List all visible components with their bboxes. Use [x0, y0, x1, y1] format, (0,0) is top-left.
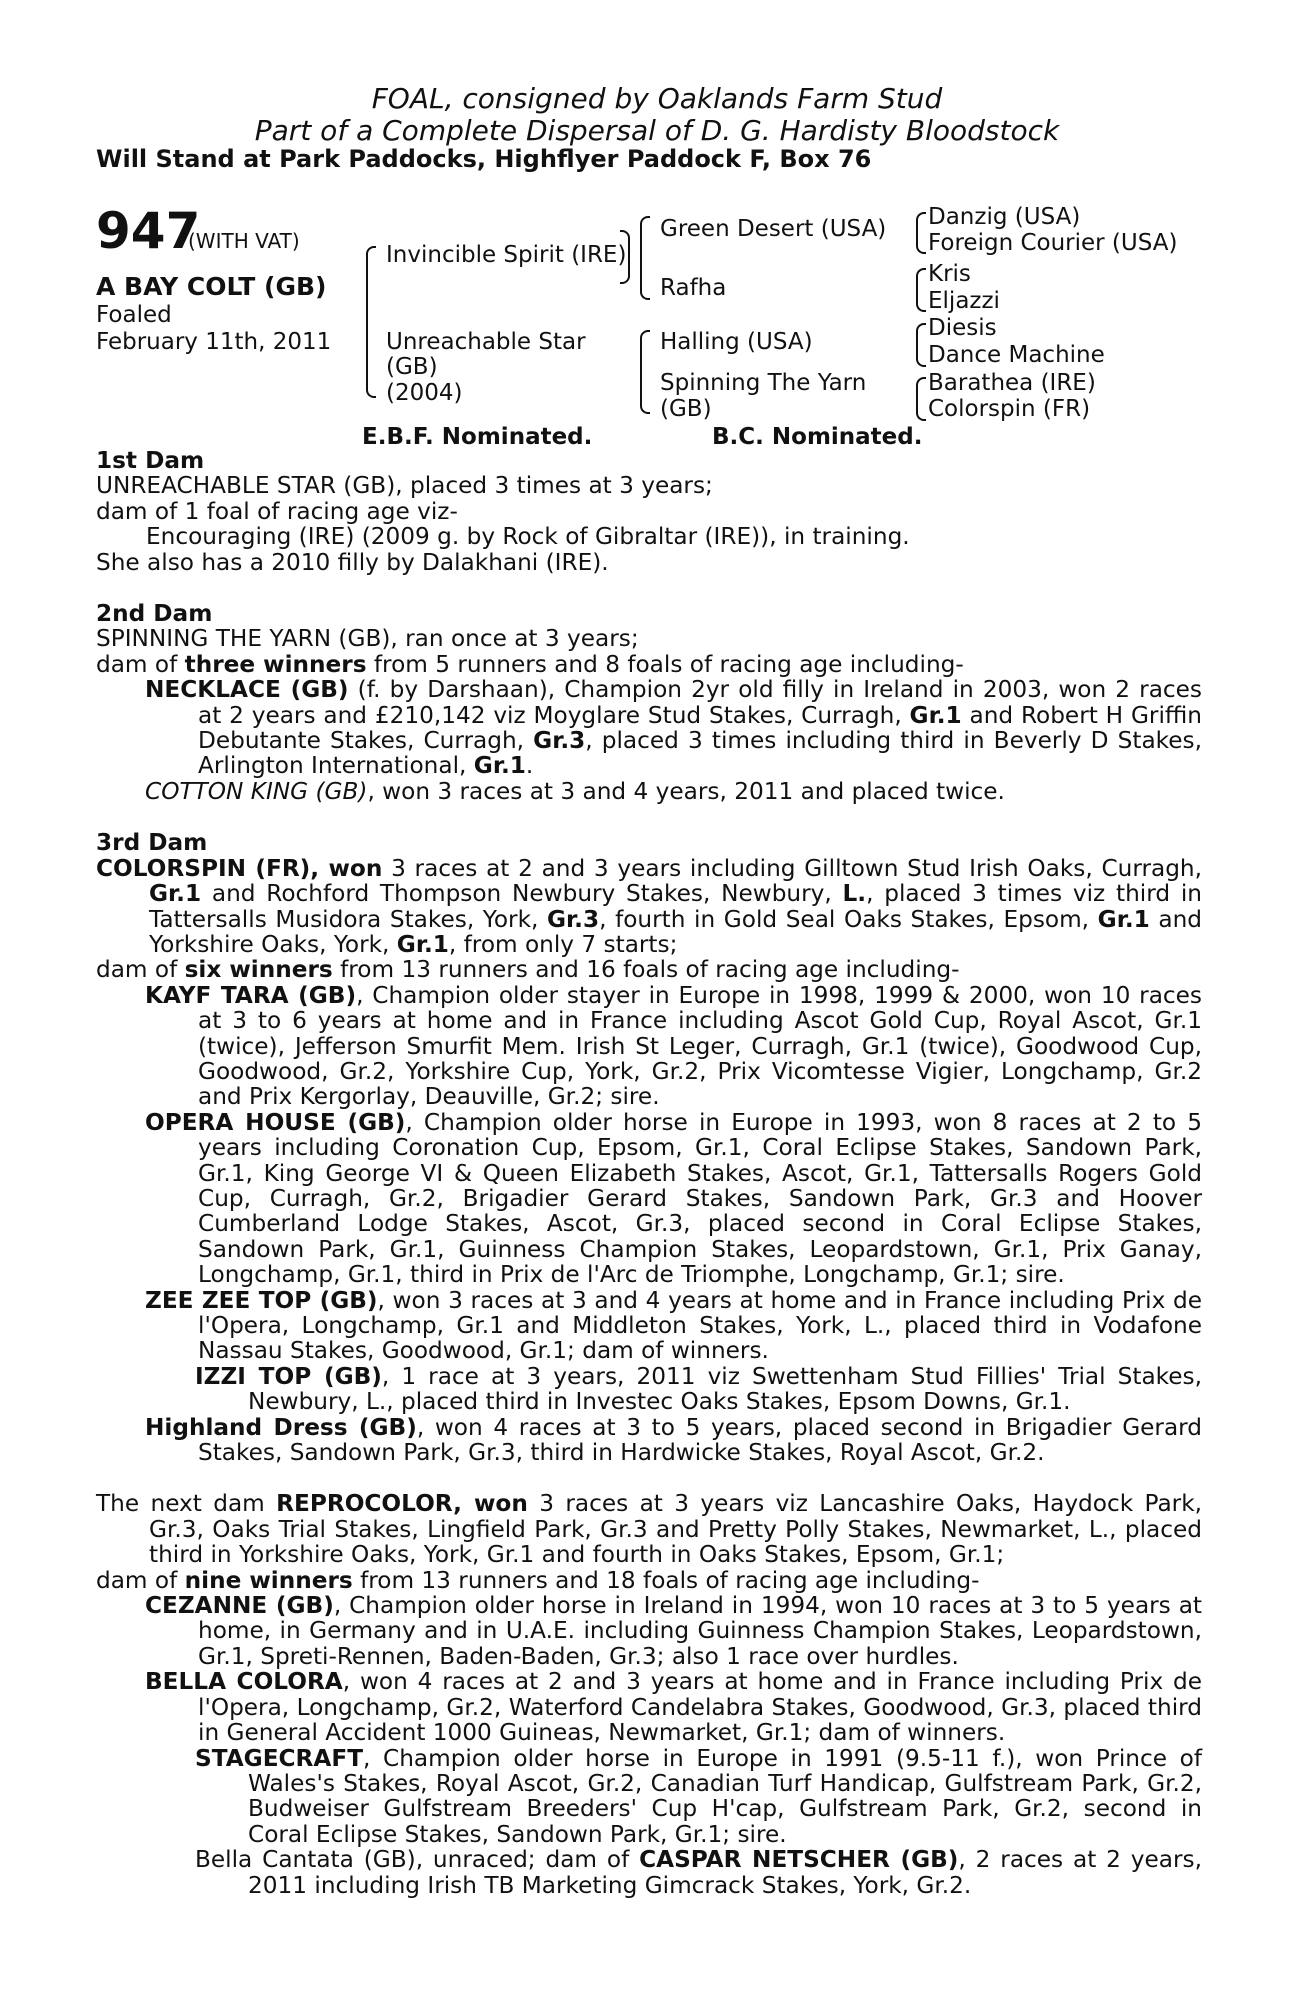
text: , from only 7 starts;: [448, 930, 678, 958]
header-dispersal: Part of a Complete Dispersal of D. G. Hardisty Bloodstock: [254, 114, 1060, 147]
entry-kayf-tara: [96, 983, 1202, 1110]
first-dam-line4: She also has a 2010 filly by Dalakhani (IRE).: [96, 548, 609, 576]
pedigree-dam-dam-line2: (GB): [660, 396, 712, 422]
pedigree-sire-dam: Rafha: [660, 275, 727, 301]
horse-name: CASPAR NETSCHER (GB): [639, 1846, 959, 1874]
second-dam-heading: 2nd Dam: [96, 600, 213, 628]
second-dam-line1: SPINNING THE YARN (GB), ran once at 3 years;: [96, 625, 639, 653]
text: The next dam: [96, 1490, 277, 1518]
grade: Gr.1: [473, 752, 526, 780]
pedigree-bracket-g3-2: [916, 268, 926, 312]
horse-name: STAGECRAFT: [195, 1744, 364, 1772]
horse-name: OPERA HOUSE (GB): [145, 1108, 406, 1136]
first-dam-line2: dam of 1 foal of racing age viz-: [96, 497, 458, 525]
pedigree-sss: Danzig (USA): [928, 204, 1081, 230]
text: and Robert H Griffin Debutante Stakes, Curragh,: [198, 701, 1202, 755]
horse-name: COTTON KING (GB): [145, 777, 368, 805]
horse-name: COLORSPIN (FR): [96, 854, 311, 882]
lot-number: 947: [96, 202, 201, 260]
text: dam of: [96, 956, 185, 984]
horse-name: NECKLACE (GB): [145, 676, 349, 704]
text: , won 3 races at 3 and 4 years, 2011 and placed twice.: [367, 777, 1005, 805]
text: from 5 runners and 8 foals of racing age including-: [366, 650, 964, 678]
vat-note: (WITH VAT): [188, 229, 300, 253]
text: , Champion older horse in Europe in 1993, won 8 races at 2 to 5 years including Coronation Cup, Epsom, Gr.1, Coral Eclipse Stakes, Sandown Park, Gr.1, King George VI & Queen Elizabeth Stakes, Ascot, Gr.1, Tattersalls Rogers Gold Cup, Curragh, Gr.2, Brigadier Gerard Stakes, Sandown Park, Gr.3 and Hoover Cumberland Lodge Stakes, Ascot, Gr.3, placed second in Coral Eclipse Stakes, Sandown Park, Gr.1, Guinness Champion Stakes, Leopardstown, Gr.1, Prix Ganay, Longchamp, Gr.1, third in Prix de l'Arc de Triomphe, Longchamp, Gr.1; sire.: [198, 1108, 1202, 1289]
horse-name: Highland Dress (GB): [145, 1413, 417, 1441]
text: , won 3 races at 3 and 4 years at home and in France including Prix de l'Opera, Longchamp, Gr.1 and Middleton Stakes, York, L., placed third in Vodafone Nassau Stakes, Goodwood, Gr.1; dam of winners.: [198, 1286, 1202, 1365]
first-dam-line1: UNREACHABLE STAR (GB), placed 3 times at 3 years;: [96, 472, 713, 500]
pedigree-sds: Kris: [928, 261, 971, 287]
entry-bella-colora: [96, 1669, 1202, 1745]
text: , won 4 races at 2 and 3 years at home and in France including Prix de l'Opera, Longchamp, Gr.2, Waterford Candelabra Stakes, Goodwood, Gr.3, placed third in General Accident 1000 Guineas, Newmarket, Gr.1; dam of winners.: [198, 1668, 1202, 1747]
text: and Yorkshire Oaks, York,: [149, 905, 1203, 958]
pedigree-bracket-dam: [640, 330, 650, 414]
horse-name: IZZI TOP (GB): [195, 1362, 382, 1390]
text: (f. by Darshaan), Champion 2yr old filly in Ireland in 2003, won 2 races at 2 years and £210,142 viz Moyglare Stud Stakes, Curragh,: [198, 676, 1202, 729]
pedigree-dam-line3: (2004): [386, 380, 463, 406]
pedigree-bracket-sire-right: [620, 230, 630, 284]
first-dam-foal: Encouraging (IRE) (2009 g. by Rock of Gibraltar (IRE)), in training.: [146, 523, 910, 551]
lot-title: A BAY COLT (GB): [96, 272, 327, 301]
pedigree-bracket-sire: [640, 216, 650, 300]
entry-bella-cantata: [96, 1847, 1202, 1898]
text: , Champion older stayer in Europe in 1998, 1999 & 2000, won 10 races at 3 to 6 years at home and in France including Ascot Gold Cup, Royal Ascot, Gr.1 (twice), Jefferson Smurfit Mem. Irish St Leger, Curragh, Gr.1 (twice), Goodwood Cup, Goodwood, Gr.2, Yorkshire Cup, York, Gr.2, Prix Vicomtesse Vigier, Longchamp, Gr.2 and Prix Kergorlay, Deauville, Gr.2; sire.: [198, 981, 1202, 1111]
grade: Gr.1: [909, 701, 962, 729]
text: , won 4 races at 3 to 5 years, placed second in Brigadier Gerard Stakes, Sandown Park, Gr.3, third in Hardwicke Stakes, Royal Ascot, Gr.2.: [198, 1413, 1203, 1467]
header-stand-location: Will Stand at Park Paddocks, Highflyer Paddock F, Box 76: [96, 145, 872, 173]
spacer: [96, 1465, 1202, 1491]
text: , Champion older horse in Europe in 1991 (9.5-11 f.), won Prince of Wales's Stakes, Royal Ascot, Gr.2, Canadian Turf Handicap, Gulfstream Park, Gr.2, Budweiser Gulfstream Breeders' Cup H'cap, Gulfstream Park, Gr.2, second in Coral Eclipse Stakes, Sandown Park, Gr.1; sire.: [248, 1744, 1202, 1848]
text: 3 races at 2 and 3 years including Gilltown Stud Irish Oaks, Curragh,: [382, 854, 1202, 882]
horse-name: BELLA COLORA: [145, 1668, 343, 1696]
spacer: [96, 575, 1202, 601]
pedigree-dam-dam-line1: Spinning The Yarn: [660, 370, 867, 396]
text: , Champion older horse in Ireland in 1994, won 10 races at 3 to 5 years at home, in Germany and in U.A.E. including Guinness Champion Stakes, Leopardstown, Gr.1, Spreti-Rennen, Baden-Baden, Gr.3; also 1 race over hurdles.: [198, 1592, 1202, 1670]
entry-necklace: [96, 677, 1202, 779]
text: dam of: [96, 1566, 185, 1594]
horse-name: REPROCOLOR: [276, 1490, 454, 1518]
grade: L.: [842, 880, 867, 908]
text: , fourth in Gold Seal Oaks Stakes, Epsom,: [599, 905, 1098, 933]
header-consignor: FOAL, consigned by Oaklands Farm Stud: [371, 82, 943, 115]
pedigree-ssd: Foreign Courier (USA): [928, 230, 1178, 256]
first-dam-heading: 1st Dam: [96, 447, 205, 474]
text: and Rochford Thompson Newbury Stakes, Newbury,: [201, 880, 843, 908]
text: dam of: [96, 650, 185, 678]
entry-colorspin: [96, 856, 1202, 958]
horse-name: KAYF TARA (GB): [145, 981, 357, 1009]
pedigree-dsd: Dance Machine: [928, 342, 1105, 368]
entry-opera-house: [96, 1110, 1202, 1288]
pedigree-dam-line2: (GB): [386, 354, 438, 380]
spacer: [96, 804, 1202, 830]
pedigree-dss: Diesis: [928, 315, 997, 341]
next-dam-produce-intro: [96, 1568, 1202, 1593]
pedigree-sire-sire: Green Desert (USA): [660, 216, 887, 242]
grade: Gr.1: [396, 930, 449, 958]
entry-cotton-king: [96, 779, 1202, 804]
text: , 2 races at 2 years, 2011 including Irish TB Marketing Gimcrack Stakes, York, Gr.2.: [248, 1846, 1202, 1899]
second-dam-produce-intro: [96, 652, 1202, 677]
pedigree-dds: Barathea (IRE): [928, 370, 1096, 396]
grade: Gr.3: [533, 727, 586, 755]
text: Bella Cantata (GB), unraced; dam of: [195, 1846, 640, 1874]
ebf-nominated: E.B.F. Nominated.: [362, 424, 593, 450]
won-label: , won: [453, 1490, 528, 1518]
pedigree-bracket-g3-1: [916, 212, 926, 254]
winner-count: six winners: [184, 956, 333, 984]
horse-name: CEZANNE (GB): [145, 1592, 334, 1620]
pedigree-sdd: Eljazzi: [928, 288, 1000, 314]
pedigree-dam-sire: Halling (USA): [660, 329, 813, 355]
entry-cezanne: [96, 1593, 1202, 1669]
pedigree-sire: Invincible Spirit (IRE): [386, 242, 627, 268]
bc-nominated: B.C. Nominated.: [712, 424, 923, 450]
horse-name: ZEE ZEE TOP (GB): [145, 1286, 378, 1314]
entry-zee-zee-top: [96, 1288, 1202, 1364]
won-label: , won: [310, 854, 383, 882]
pedigree-ddd: Colorspin (FR): [928, 396, 1091, 422]
text: , 1 race at 3 years, 2011 viz Swettenham Stud Fillies' Trial Stakes, Newbury, L., placed third in Investec Oaks Stakes, Epsom Downs, Gr.1.: [248, 1362, 1202, 1416]
foaled-date: February 11th, 2011: [96, 329, 332, 355]
third-dam-heading: 3rd Dam: [96, 829, 208, 857]
entry-stagecraft: [96, 1746, 1202, 1848]
foaled-label: Foaled: [96, 302, 172, 328]
winner-count: nine winners: [184, 1566, 353, 1594]
text: .: [525, 752, 534, 780]
catalogue-body: [96, 448, 1202, 1898]
grade: Gr.3: [547, 905, 600, 933]
pedigree-dam-line1: Unreachable Star: [386, 329, 586, 355]
winner-count: three winners: [184, 650, 367, 678]
entry-izzi-top: [96, 1364, 1202, 1415]
grade: Gr.1: [1097, 905, 1150, 933]
entry-reprocolor: [96, 1491, 1202, 1567]
text: from 13 runners and 18 foals of racing age including-: [352, 1566, 980, 1594]
text: , placed 3 times viz third in Tattersalls Musidora Stakes, York,: [149, 880, 1202, 933]
third-dam-produce-intro: [96, 957, 1202, 982]
pedigree-bracket-g3-4: [916, 377, 926, 421]
entry-highland-dress: [96, 1415, 1202, 1466]
text: 3 races at 3 years viz Lancashire Oaks, Haydock Park, Gr.3, Oaks Trial Stakes, Lingfield Park, Gr.3 and Pretty Polly Stakes, Newmarket, L., placed third in Yorkshire Oaks, York, Gr.1 and fourth in Oaks Stakes, Epsom, Gr.1;: [149, 1490, 1202, 1569]
pedigree-bracket-g3-3: [916, 323, 926, 367]
text: , placed 3 times including third in Beverly D Stakes, Arlington International,: [198, 727, 1202, 780]
grade: Gr.1: [149, 880, 202, 908]
text: from 13 runners and 16 foals of racing age including-: [332, 956, 960, 984]
pedigree-bracket-gen1: [366, 246, 376, 398]
